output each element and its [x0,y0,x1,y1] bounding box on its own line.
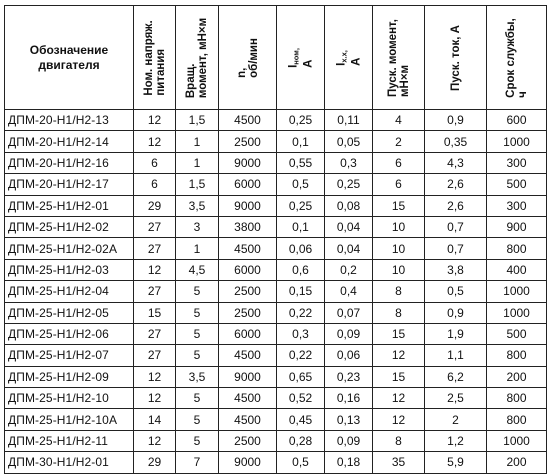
header-start-current [425,6,487,110]
cell-designation: ДПМ-25-Н1/Н2-11 [5,430,134,451]
cell-start-torque: 15 [373,195,425,216]
cell-start-current: 2,6 [425,174,487,195]
cell-service-life: 1000 [487,302,547,323]
cell-torque: 3,5 [176,366,219,387]
cell-torque: 5 [176,388,219,409]
cell-torque: 3 [176,216,219,237]
cell-start-current: 1,2 [425,430,487,451]
cell-current-nominal: 0,45 [277,409,325,430]
cell-start-current: 5,9 [425,452,487,473]
cell-speed: 9000 [219,152,277,173]
header-service-life [487,6,547,110]
cell-current-noload: 0,04 [325,216,373,237]
table-row [5,238,547,259]
cell-start-torque: 15 [373,366,425,387]
cell-start-torque: 6 [373,152,425,173]
header-start-current-label: Пуск. ток, А [449,24,462,91]
cell-service-life: 200 [487,452,547,473]
cell-start-current: 2,5 [425,388,487,409]
cell-start-torque: 35 [373,452,425,473]
table-row [5,110,547,131]
cell-rated-voltage: 29 [134,452,176,473]
table-row [5,131,547,152]
cell-speed: 6000 [219,323,277,344]
cell-speed: 4500 [219,345,277,366]
table-row [5,409,547,430]
cell-current-nominal: 0,1 [277,216,325,237]
cell-designation: ДПМ-25-Н1/Н2-09 [5,366,134,387]
table-row [5,452,547,473]
cell-service-life: 800 [487,238,547,259]
table-row [5,302,547,323]
cell-service-life: 1000 [487,430,547,451]
cell-current-noload: 0,09 [325,323,373,344]
cell-torque: 3,5 [176,195,219,216]
cell-torque: 7 [176,452,219,473]
table-body [5,110,547,474]
header-start-torque-line1: Пуск. момент, [386,18,399,97]
cell-speed: 9000 [219,195,277,216]
cell-torque: 5 [176,430,219,451]
cell-current-noload: 0,05 [325,131,373,152]
cell-service-life: 900 [487,216,547,237]
cell-current-noload: 0,18 [325,452,373,473]
cell-designation: ДПМ-25-Н1/Н2-02А [5,238,134,259]
cell-rated-voltage: 12 [134,366,176,387]
cell-rated-voltage: 12 [134,430,176,451]
header-rated-voltage-line2: питания [154,48,167,96]
cell-rated-voltage: 12 [134,388,176,409]
cell-start-current: 2 [425,409,487,430]
cell-start-torque: 12 [373,388,425,409]
cell-speed: 4500 [219,388,277,409]
cell-torque: 1,5 [176,174,219,195]
header-current-nominal [277,6,325,110]
cell-service-life: 1000 [487,131,547,152]
cell-service-life: 800 [487,409,547,430]
table-row [5,259,547,280]
cell-current-nominal: 0,55 [277,152,325,173]
table-row [5,174,547,195]
table-row [5,388,547,409]
cell-speed: 6000 [219,174,277,195]
cell-designation: ДПМ-25-Н1/Н2-10А [5,409,134,430]
cell-rated-voltage: 27 [134,345,176,366]
cell-torque: 5 [176,345,219,366]
cell-current-noload: 0,16 [325,388,373,409]
cell-rated-voltage: 14 [134,409,176,430]
cell-service-life: 200 [487,366,547,387]
cell-service-life: 300 [487,195,547,216]
cell-torque: 5 [176,302,219,323]
cell-current-noload: 0,07 [325,302,373,323]
table-row [5,366,547,387]
cell-start-torque: 4 [373,110,425,131]
header-designation-label: Обозначение двигателя [29,42,109,72]
cell-current-noload: 0,09 [325,430,373,451]
cell-speed: 4500 [219,110,277,131]
header-current-nominal-unit: А [302,59,314,68]
cell-service-life: 400 [487,259,547,280]
motor-spec-table [4,5,547,474]
cell-service-life: 500 [487,174,547,195]
header-current-nominal-sub: ном, [291,47,300,65]
cell-service-life: 500 [487,323,547,344]
cell-start-torque: 8 [373,430,425,451]
cell-designation: ДПМ-25-Н1/Н2-10 [5,388,134,409]
cell-current-noload: 0,4 [325,281,373,302]
cell-current-nominal: 0,06 [277,238,325,259]
cell-start-current: 0,9 [425,302,487,323]
cell-current-nominal: 0,65 [277,366,325,387]
header-torque-line2: момент, мН×м [197,17,209,98]
cell-designation: ДПМ-25-Н1/Н2-02 [5,216,134,237]
cell-designation: ДПМ-25-Н1/Н2-01 [5,195,134,216]
cell-current-nominal: 0,5 [277,452,325,473]
header-torque [176,6,219,110]
header-current-nominal-symbol: I [287,64,299,68]
cell-designation: ДПМ-20-Н1/Н2-17 [5,174,134,195]
cell-start-torque: 12 [373,345,425,366]
cell-current-nominal: 0,15 [277,281,325,302]
cell-start-current: 2,6 [425,195,487,216]
cell-start-torque: 10 [373,238,425,259]
cell-current-nominal: 0,1 [277,131,325,152]
cell-speed: 4500 [219,238,277,259]
cell-rated-voltage: 29 [134,195,176,216]
header-start-torque [373,6,425,110]
cell-designation: ДПМ-25-Н1/Н2-03 [5,259,134,280]
cell-designation: ДПМ-20-Н1/Н2-16 [5,152,134,173]
cell-speed: 2500 [219,430,277,451]
cell-speed: 3800 [219,216,277,237]
cell-start-current: 4,3 [425,152,487,173]
cell-rated-voltage: 27 [134,281,176,302]
table-row [5,323,547,344]
header-current-noload-sub: х.х, [339,49,348,63]
cell-rated-voltage: 27 [134,238,176,259]
cell-service-life: 800 [487,345,547,366]
cell-current-noload: 0,13 [325,409,373,430]
cell-current-noload: 0,04 [325,238,373,259]
cell-start-current: 0,7 [425,216,487,237]
table-row [5,281,547,302]
table-row [5,430,547,451]
cell-rated-voltage: 12 [134,131,176,152]
cell-start-current: 0,9 [425,110,487,131]
cell-torque: 1 [176,131,219,152]
cell-torque: 1 [176,152,219,173]
cell-start-current: 1,1 [425,345,487,366]
cell-current-noload: 0,06 [325,345,373,366]
header-service-life-line1: Срок службы, [504,17,517,98]
cell-current-noload: 0,23 [325,366,373,387]
header-speed-line2: об/мин [247,37,260,78]
cell-service-life: 1000 [487,281,547,302]
header-torque-line1: Вращ. [185,63,197,98]
table-row [5,216,547,237]
cell-speed: 2500 [219,302,277,323]
cell-current-nominal: 0,25 [277,195,325,216]
cell-current-noload: 0,08 [325,195,373,216]
cell-designation: ДПМ-30-Н1/Н2-01 [5,452,134,473]
cell-start-torque: 8 [373,281,425,302]
header-current-noload [325,6,373,110]
cell-speed: 9000 [219,452,277,473]
cell-start-current: 3,8 [425,259,487,280]
cell-designation: ДПМ-25-Н1/Н2-05 [5,302,134,323]
cell-start-torque: 10 [373,259,425,280]
cell-current-nominal: 0,52 [277,388,325,409]
cell-current-nominal: 0,22 [277,345,325,366]
cell-rated-voltage: 6 [134,152,176,173]
cell-start-torque: 12 [373,409,425,430]
header-rated-voltage [134,6,176,110]
header-speed-line1: n, [235,67,248,78]
cell-torque: 5 [176,409,219,430]
table-row [5,345,547,366]
header-current-noload-symbol: I [335,62,347,66]
cell-speed: 2500 [219,131,277,152]
cell-current-nominal: 0,25 [277,110,325,131]
cell-speed: 9000 [219,366,277,387]
cell-rated-voltage: 15 [134,302,176,323]
cell-speed: 2500 [219,281,277,302]
header-rated-voltage-line1: Ном. напряж. [142,19,155,96]
cell-start-torque: 15 [373,323,425,344]
cell-service-life: 600 [487,110,547,131]
cell-designation: ДПМ-25-Н1/Н2-07 [5,345,134,366]
cell-torque: 5 [176,281,219,302]
cell-rated-voltage: 12 [134,259,176,280]
cell-current-nominal: 0,6 [277,259,325,280]
header-service-life-line2: ч [516,90,529,98]
cell-current-nominal: 0,28 [277,430,325,451]
cell-current-noload: 0,11 [325,110,373,131]
cell-torque: 4,5 [176,259,219,280]
cell-current-noload: 0,3 [325,152,373,173]
header-start-torque-line2: мН×м [398,64,411,97]
cell-start-current: 0,35 [425,131,487,152]
cell-current-noload: 0,2 [325,259,373,280]
header-speed [219,6,277,110]
cell-torque: 1 [176,238,219,259]
cell-service-life: 800 [487,388,547,409]
cell-torque: 5 [176,323,219,344]
cell-torque: 1,5 [176,110,219,131]
cell-speed: 4500 [219,409,277,430]
cell-start-torque: 10 [373,216,425,237]
cell-current-nominal: 0,22 [277,302,325,323]
cell-service-life: 300 [487,152,547,173]
cell-start-torque: 6 [373,174,425,195]
cell-start-current: 0,7 [425,238,487,259]
cell-designation: ДПМ-20-Н1/Н2-14 [5,131,134,152]
cell-current-nominal: 0,5 [277,174,325,195]
cell-start-torque: 2 [373,131,425,152]
table-row [5,195,547,216]
cell-speed: 6000 [219,259,277,280]
cell-current-noload: 0,25 [325,174,373,195]
header-current-noload-unit: А [350,57,362,66]
cell-rated-voltage: 12 [134,110,176,131]
cell-current-nominal: 0,3 [277,323,325,344]
header-designation [5,6,134,110]
cell-start-torque: 8 [373,302,425,323]
cell-designation: ДПМ-25-Н1/Н2-04 [5,281,134,302]
cell-designation: ДПМ-20-Н1/Н2-13 [5,110,134,131]
cell-start-current: 0,5 [425,281,487,302]
cell-rated-voltage: 6 [134,174,176,195]
cell-rated-voltage: 27 [134,323,176,344]
header-row [5,6,547,110]
table-row [5,152,547,173]
cell-start-current: 6,2 [425,366,487,387]
cell-designation: ДПМ-25-Н1/Н2-06 [5,323,134,344]
cell-rated-voltage: 27 [134,216,176,237]
cell-start-current: 1,9 [425,323,487,344]
